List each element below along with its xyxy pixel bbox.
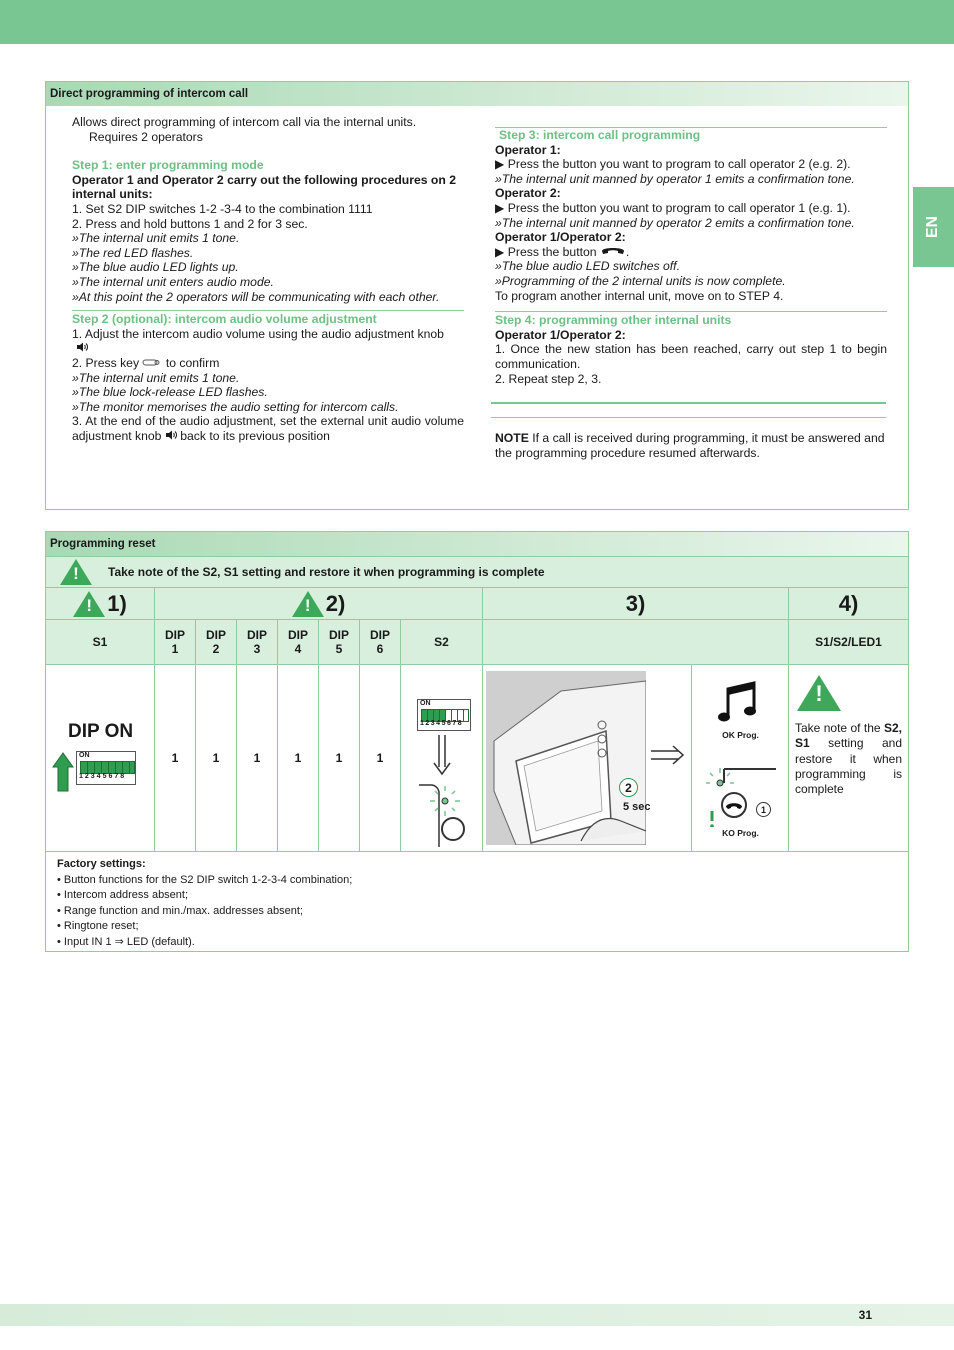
operator-label: Operator 2: (495, 186, 561, 201)
note-text: NOTE If a call is received during programming, it must be answered and the programming procedure resumed afterwards. (495, 431, 885, 460)
operator-result: »The internal unit manned by operator 1 emits a confirmation tone. (495, 171, 855, 186)
step-3-header: 3) (483, 588, 789, 620)
divider (491, 417, 886, 418)
step1-result: »The blue audio LED lights up. (72, 260, 239, 275)
step2-result: »The blue lock-release LED flashes. (72, 385, 268, 400)
step2-item: 1. Adjust the intercom audio volume using the audio adjustment knob (72, 327, 464, 356)
press-duration: 5 sec (623, 801, 651, 813)
dip5-value: 1 (319, 665, 360, 852)
warning-text: Take note of the S2, S1 setting and restore it when programming is complete (108, 565, 545, 579)
bullet-arrow-icon: ▶︎ (495, 244, 505, 259)
intro-line: Allows direct programming of intercom call via the internal units. (72, 115, 417, 129)
step3-next: To program another internal unit, move on to STEP 4. (495, 288, 784, 303)
warning-icon: ! (292, 591, 324, 617)
dip-switch-s2[interactable]: ON 12345678 (417, 699, 471, 731)
step2-item: 3. At the end of the audio adjustment, set the external unit audio volume adjustment knob back to its previous position (72, 414, 464, 443)
section-header: Programming reset (46, 532, 908, 556)
operator-action: ▶︎ Press the button . (495, 244, 630, 259)
column-header-dip1: DIP 1 (155, 620, 196, 665)
reset-button-icon (417, 781, 473, 847)
language-tab-label: EN (924, 215, 942, 239)
dip3-value: 1 (237, 665, 278, 852)
step-badge: 2 (619, 778, 638, 797)
divider (491, 402, 886, 404)
factory-item: • Input IN 1 ⇒ LED (default). (57, 935, 195, 948)
monitor-cell (483, 665, 692, 852)
top-color-bar (0, 0, 954, 44)
language-tab[interactable] (913, 187, 954, 267)
column-header-blank (483, 620, 789, 665)
volume-knob-icon (72, 341, 88, 355)
step-2-header: ! 2) (155, 588, 483, 620)
intro-line: Requires 2 operators (89, 129, 203, 144)
warning-icon: ! (73, 591, 105, 617)
divider (72, 310, 464, 311)
step4-item: 2. Repeat step 2, 3. (495, 371, 602, 386)
step2-result: »The monitor memorises the audio setting for intercom calls. (72, 399, 399, 414)
warning-row (46, 556, 908, 588)
warning-icon: ! (797, 675, 841, 711)
result-cell (692, 665, 789, 852)
key-icon (142, 356, 162, 370)
ko-prog-label: KO Prog. (722, 828, 759, 838)
column-header-dip5: DIP 5 (319, 620, 360, 665)
column-header-dip2: DIP 2 (196, 620, 237, 665)
column-header-s1: S1 (46, 620, 155, 665)
bullet-arrow-icon: ▶︎ (495, 157, 505, 172)
operator-result: »Programming of the 2 internal units is now complete. (495, 273, 786, 288)
factory-title: Factory settings: (57, 858, 146, 870)
s2-cell (401, 665, 483, 852)
ko-badge: 1 (756, 802, 771, 817)
dip6-value: 1 (360, 665, 401, 852)
step4-title: Step 4: programming other internal units (495, 313, 732, 328)
dip-switch-s1[interactable]: ON 12345678 (76, 751, 136, 785)
dip1-value: 1 (155, 665, 196, 852)
direct-programming-section (45, 81, 909, 510)
factory-item: • Range function and min./max. addresses absent; (57, 904, 303, 917)
operator-label: Operator 1/Operator 2: (495, 327, 626, 342)
dip4-value: 1 (278, 665, 319, 852)
ko-led-handset-icon (706, 763, 776, 827)
down-arrow-icon (431, 735, 453, 775)
up-arrow-icon (52, 751, 74, 793)
step1-item: 2. Press and hold buttons 1 and 2 for 3 sec. (72, 216, 308, 231)
monitor-illustration (486, 671, 646, 845)
step-4-header: 4) (789, 588, 908, 620)
step2-result: »The internal unit emits 1 tone. (72, 370, 240, 385)
bullet-arrow-icon: ▶︎ (495, 200, 505, 215)
bottom-bar (0, 1304, 954, 1326)
column-header-dip3: DIP 3 (237, 620, 278, 665)
step2-title: Step 2 (optional): intercom audio volume adjustment (72, 312, 377, 327)
page-number: 31 (858, 1308, 872, 1322)
factory-item: • Ringtone reset; (57, 920, 139, 932)
operator-result: »The blue audio LED switches off. (495, 259, 680, 274)
step1-result: »The internal unit enters audio mode. (72, 274, 274, 289)
divider (495, 311, 887, 312)
implies-arrow-icon (651, 745, 687, 765)
step1-item: 1. Set S2 DIP switches 1-2 -3-4 to the combination 1111 (72, 201, 373, 216)
step1-result: »The red LED flashes. (72, 245, 194, 260)
column-header-s2: S2 (401, 620, 483, 665)
s1-s2-led1-cell (789, 665, 908, 852)
step1-bold-text: Operator 1 and Operator 2 carry out the following procedures on 2 internal units: (72, 172, 456, 202)
column-header-dip6: DIP 6 (360, 620, 401, 665)
factory-item: • Button functions for the S2 DIP switch 1-2-3-4 combination; (57, 873, 353, 886)
dip-on-label: DIP ON (68, 721, 134, 742)
factory-settings (57, 857, 897, 950)
operator-result: »The internal unit manned by operator 2 emits a confirmation tone. (495, 215, 855, 230)
volume-knob-icon (165, 429, 177, 443)
dip2-value: 1 (196, 665, 237, 852)
step1-result: »The internal unit emits 1 tone. (72, 231, 240, 246)
programming-reset-section (45, 531, 909, 952)
note-block (495, 431, 887, 460)
warning-icon: ! (60, 559, 92, 585)
column-header-s1-s2-led1: S1/S2/LED1 (789, 620, 908, 665)
s1-cell (46, 665, 155, 852)
section-header: Direct programming of intercom call (46, 82, 908, 106)
handset-icon (600, 245, 626, 259)
restore-note: Take note of the S2, S1 setting and restore it when programming is complete (795, 721, 902, 797)
operator-label: Operator 1: (495, 142, 561, 157)
step1-result: »At this point the 2 operators will be communicating with each other. (72, 289, 440, 304)
left-column (72, 115, 464, 443)
step3-title: Step 3: intercom call programming (499, 128, 701, 142)
step4-item: 1. Once the new station has been reached, carry out step 1 to begin communication. (495, 342, 887, 371)
column-header-dip4: DIP 4 (278, 620, 319, 665)
factory-item: • Intercom address absent; (57, 889, 189, 901)
music-note-icon (718, 681, 758, 725)
operator-label: Operator 1/Operator 2: (495, 230, 626, 245)
ok-prog-label: OK Prog. (722, 730, 759, 740)
step-1-header: ! 1) (46, 588, 155, 620)
operator-action: ▶︎ Press the button you want to program to call operator 1 (e.g. 1). (495, 200, 851, 215)
step2-item: 2. Press key to confirm (72, 355, 220, 370)
operator-action: ▶︎ Press the button you want to program to call operator 2 (e.g. 2). (495, 157, 851, 172)
step1-title: Step 1: enter programming mode (72, 158, 264, 173)
right-column (495, 127, 887, 386)
